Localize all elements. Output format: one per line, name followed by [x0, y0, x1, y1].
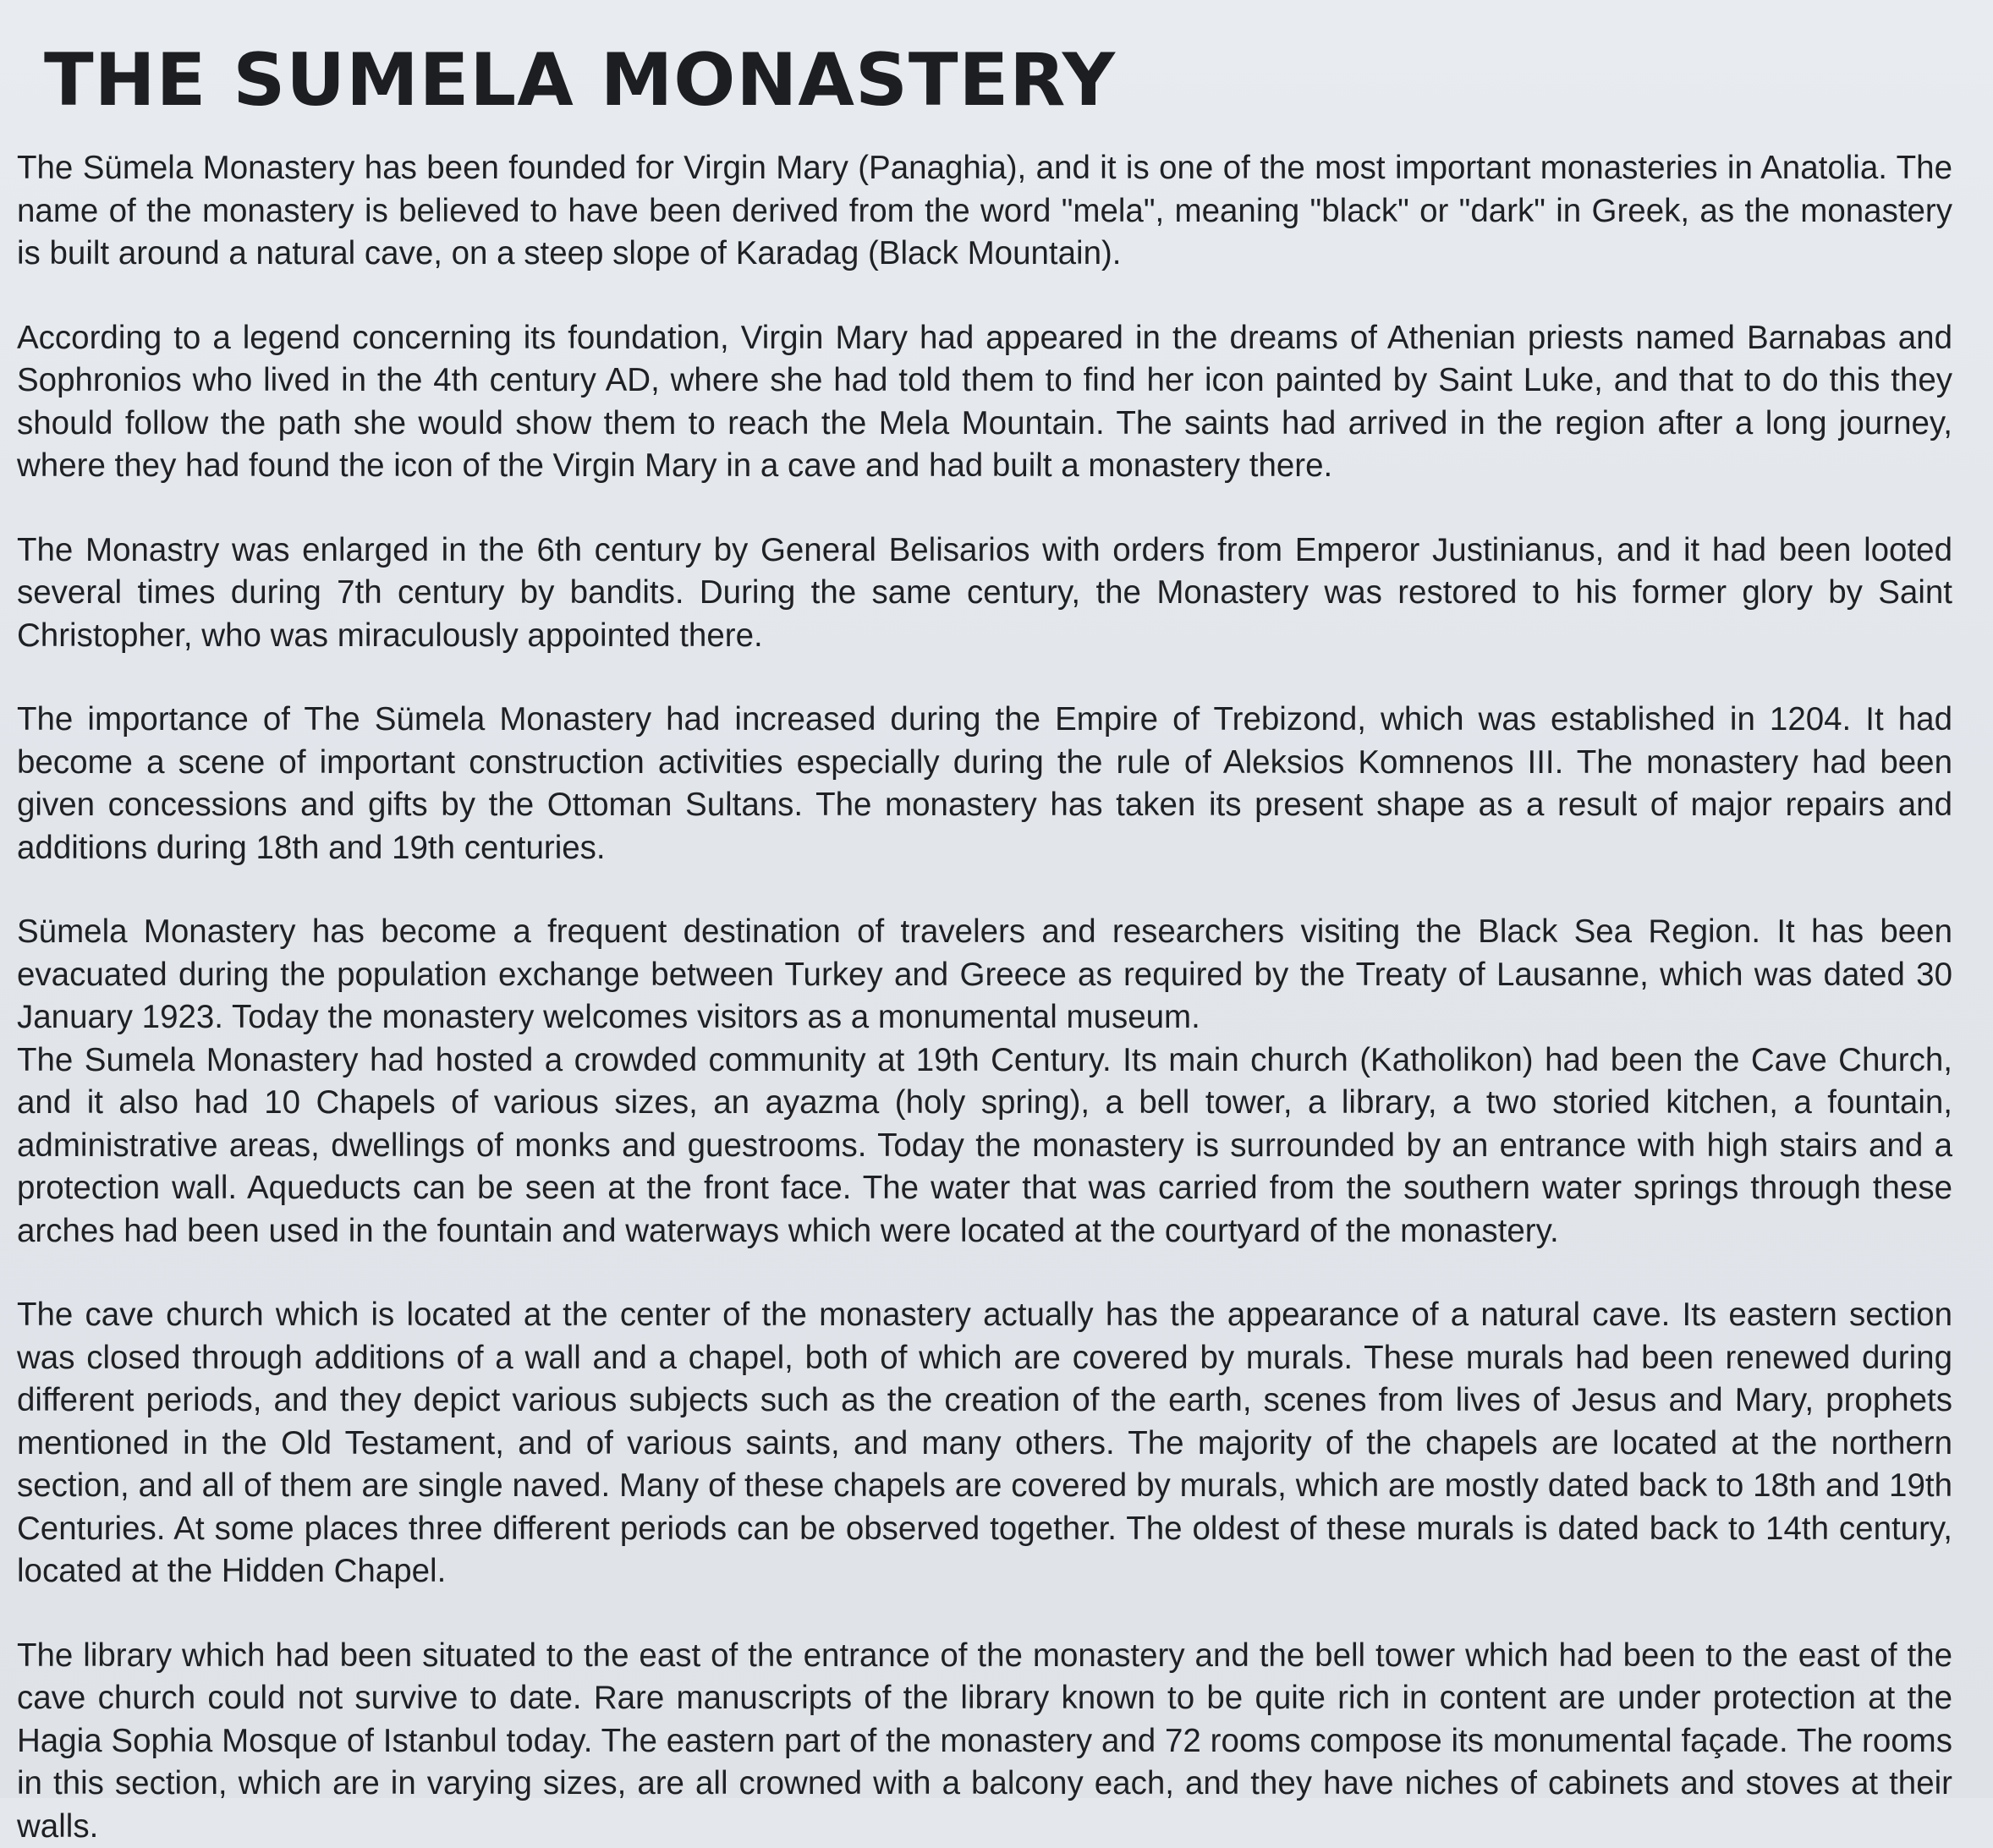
- paragraph-community: The Sumela Monastery had hosted a crowded community at 19th Century. Its main church (Katholikon) had been the Cave Church, and it also had 10 Chapels of various sizes, an ayazma (holy spring), a bell tower, a library, a two storied kitchen, a fountain, administrative areas, dwellings of monks and guestrooms. Today the monastery is surrounded by an entrance with high stairs and a protection wall. Aqueducts can be seen at the front face. The water that was carried from the southern water springs through these arches had been used in the fountain and waterways which were located at the courtyard of the monastery.: [17, 1039, 1952, 1253]
- paragraph-trebizond: The importance of The Sümela Monastery had increased during the Empire of Trebizond, which was established in 1204. It had become a scene of important construction activities especially during the rule of Aleksios Komnenos III. The monastery had been given concessions and gifts by the Ottoman Sultans. The monastery has taken its present shape as a result of major repairs and additions during 18th and 19th centuries.: [17, 699, 1952, 869]
- paragraph-cave-church: The cave church which is located at the center of the monastery actually has the appearance of a natural cave. Its eastern section was closed through additions of a wall and a chapel, both of which are covered by murals. These murals had been renewed during different periods, and they depict various subjects such as the creation of the earth, scenes from lives of Jesus and Mary, prophets mentioned in the Old Testament, and of various saints, and many others. The majority of the chapels are located at the northern section, and all of them are single naved. Many of these chapels are covered by murals, which are mostly dated back to 18th and 19th Centuries. At some places three different periods can be observed together. The oldest of these murals is dated back to 14th century, located at the Hidden Chapel.: [17, 1294, 1952, 1593]
- paragraph-library: The library which had been situated to the east of the entrance of the monastery and the bell tower which had been to the east of the cave church could not survive to date. Rare manuscripts of the library known to be quite rich in content are under protection at the Hagia Sophia Mosque of Istanbul today. The eastern part of the monastery and 72 rooms compose its monumental façade. The rooms in this section, which are in varying sizes, are all crowned with a balcony each, and they have niches of cabinets and stoves at their walls.: [17, 1635, 1952, 1848]
- sign-title: THE SUMELA MONASTERY: [44, 30, 1952, 130]
- paragraph-museum: Sümela Monastery has become a frequent destination of travelers and researchers visiting the Black Sea Region. It has been evacuated during the population exchange between Turkey and Greece as required by the Treaty of Lausanne, which was dated 30 January 1923. Today the monastery welcomes visitors as a monumental museum.: [17, 911, 1952, 1039]
- paragraph-enlargement: The Monastry was enlarged in the 6th century by General Belisarios with orders from Emperor Justinianus, and it had been looted several times during 7th century by bandits. During the same century, the Monastery was restored to his former glory by Saint Christopher, who was miraculously appointed there.: [17, 529, 1952, 658]
- sign-body: [17, 147, 1952, 1848]
- paragraph-foundation: The Sümela Monastery has been founded for Virgin Mary (Panaghia), and it is one of the most important monasteries in Anatolia. The name of the monastery is believed to have been derived from the word "mela", meaning "black" or "dark" in Greek, as the monastery is built around a natural cave, on a steep slope of Karadag (Black Mountain).: [17, 147, 1952, 276]
- paragraph-legend: According to a legend concerning its foundation, Virgin Mary had appeared in the dreams of Athenian priests named Barnabas and Sophronios who lived in the 4th century AD, where she had told them to find her icon painted by Saint Luke, and that to do this they should follow the path she would show them to reach the Mela Mountain. The saints had arrived in the region after a long journey, where they had found the icon of the Virgin Mary in a cave and had built a monastery there.: [17, 317, 1952, 488]
